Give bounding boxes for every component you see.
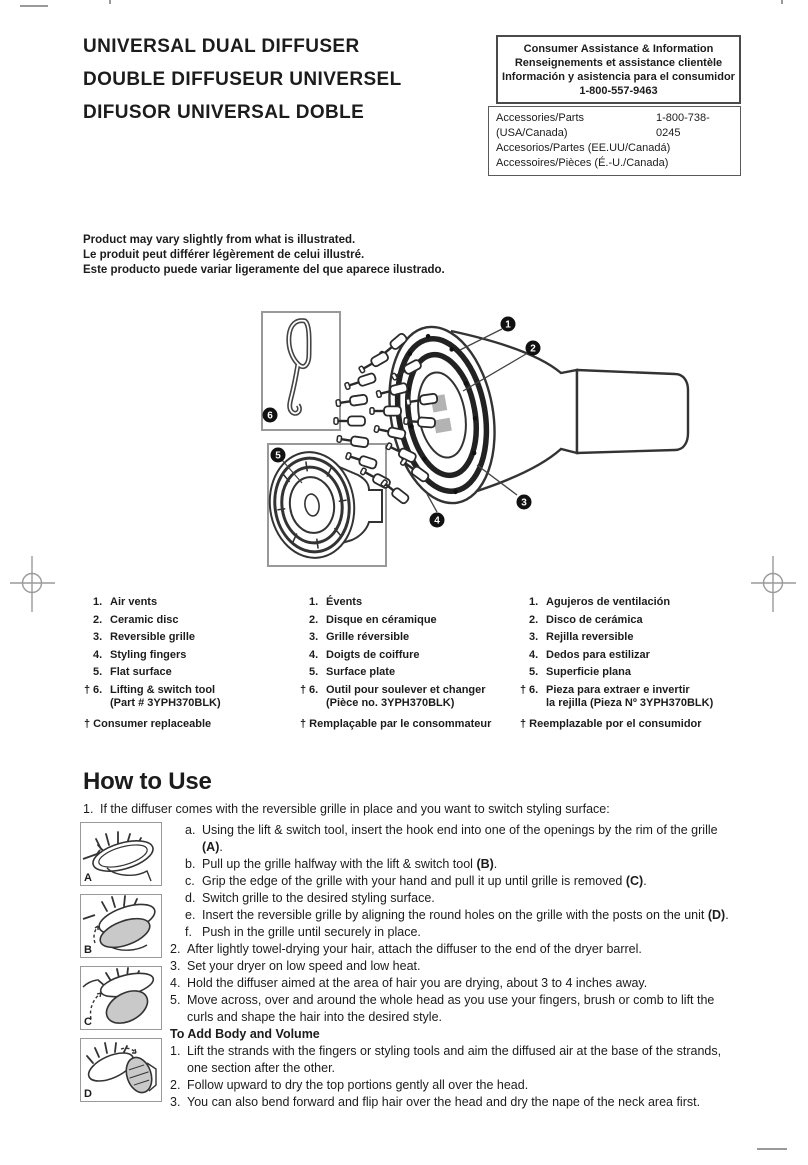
step-text: You can also bend forward and flip hair over the head and dry the nape of the neck area first.	[187, 1095, 701, 1109]
part-label: Agujeros de ventilación	[546, 596, 671, 608]
dagger-mark: †	[84, 683, 91, 696]
body-step-1	[170, 1043, 731, 1077]
part-number: 5.	[309, 666, 319, 678]
thumbnail-label-d: D	[84, 1088, 92, 1100]
product-titles	[83, 30, 402, 129]
substep-letter: b.	[185, 857, 196, 871]
parts-footnote-french: † Remplaçable par le consommateur	[300, 717, 492, 730]
part-label	[110, 684, 221, 710]
assistance-line-en: Consumer Assistance & Information	[523, 43, 714, 55]
part-number: 1.	[93, 596, 103, 608]
part-item	[300, 631, 515, 644]
main-diffuser-illustration	[334, 317, 688, 528]
body-step-2	[170, 1077, 731, 1094]
callout-5: 5	[275, 450, 281, 462]
part-item-6	[84, 684, 299, 710]
step-text: Hold the diffuser aimed at the area of hair you are drying, about 3 to 4 inches away.	[187, 976, 648, 990]
part-item	[300, 649, 515, 662]
substep-f	[170, 924, 731, 941]
assistance-phone: 1-800-557-9463	[579, 85, 658, 97]
part-number: 5.	[529, 666, 539, 678]
part-label: Disco de cerámica	[546, 613, 643, 626]
step-text: Set your dryer on low speed and low heat.	[187, 959, 421, 973]
part-number: 2.	[529, 613, 539, 626]
part-number: 6.	[93, 683, 103, 696]
parts-footnote-english: † Consumer replaceable	[84, 717, 212, 730]
part-item	[520, 596, 735, 609]
consumer-assistance-box	[496, 35, 741, 104]
part-label: Disque en céramique	[326, 613, 437, 626]
part-label: Ceramic disc	[110, 613, 179, 626]
disclaimer-en: Product may vary slightly from what is illustrated.	[83, 234, 356, 246]
parts-list-french	[300, 596, 515, 731]
product-diagram	[255, 303, 700, 575]
step-text: Follow upward to dry the top portions gently all over the head.	[187, 1078, 529, 1092]
accessories-row-1	[496, 111, 733, 141]
part-label-line1: Pieza para extraer e invertir	[546, 683, 690, 696]
part-item	[520, 649, 735, 662]
part-number: 3.	[93, 631, 103, 643]
step-number: 5.	[170, 993, 181, 1007]
part-number: 5.	[93, 666, 103, 678]
thumbnail-a	[80, 822, 162, 886]
step-3	[170, 958, 731, 975]
thumbnail-label-a: A	[84, 872, 92, 884]
part-label-line1: Outil pour soulever et changer	[326, 683, 486, 696]
dagger-mark: †	[300, 683, 307, 696]
accessories-label-en: Accessories/Parts (USA/Canada)	[496, 112, 585, 139]
step-1	[83, 801, 731, 818]
callout-3: 3	[521, 497, 527, 509]
thumbnail-b	[80, 894, 162, 958]
part-item	[84, 666, 299, 679]
substep-text: Switch grille to the desired styling surface.	[202, 891, 435, 905]
part-label: Surface plate	[326, 666, 396, 678]
crop-tick-top-1	[109, 0, 111, 4]
registration-mark-right	[749, 556, 799, 612]
part-label: Air vents	[110, 596, 158, 608]
registration-mark-left	[8, 556, 58, 612]
part-item	[520, 666, 735, 679]
part-label-line1: Lifting & switch tool	[110, 683, 216, 696]
body-step-3	[170, 1094, 731, 1111]
part-item	[84, 631, 299, 644]
callout-2: 2	[530, 343, 536, 355]
part-label-line2: la rejilla (Pieza Nº 3YPH370BLK)	[546, 696, 714, 709]
part-number: 6.	[309, 683, 319, 696]
accessories-label-es: Accesorios/Partes (EE.UU/Canadá)	[496, 142, 671, 154]
step-text: Move across, over and around the whole head as you use your fingers, brush or comb to lift the curls and shape the hair into the desired style.	[187, 993, 715, 1024]
part-label	[326, 684, 486, 710]
part-number: 2.	[93, 613, 103, 626]
part-label: Reversible grille	[110, 631, 195, 643]
part-number: 6.	[529, 683, 539, 696]
parts-footnote-spanish: † Reemplazable por el consumidor	[520, 717, 702, 730]
part-number: 3.	[309, 631, 319, 643]
step-thumbnails	[80, 822, 164, 1111]
substep-e	[170, 907, 731, 924]
crop-tick-top-2	[781, 0, 783, 4]
substep-text: Using the lift & switch tool, insert the hook end into one of the openings by the rim of the grille (A).	[202, 823, 718, 854]
part-label: Styling fingers	[110, 648, 187, 661]
thumbnail-c	[80, 966, 162, 1030]
thumbnail-label-c: C	[84, 1016, 92, 1028]
substep-b	[170, 856, 731, 873]
instruction-text	[170, 822, 731, 1111]
assistance-line-es: Información y asistencia para el consumidor	[502, 71, 735, 83]
substep-c	[170, 873, 731, 890]
part-label	[546, 684, 713, 710]
step-text: After lightly towel-drying your hair, attach the diffuser to the end of the dryer barrel.	[187, 942, 642, 956]
callout-1: 1	[505, 319, 511, 331]
part-label: Superficie plana	[546, 666, 631, 678]
substep-a	[170, 822, 731, 856]
substep-letter: e.	[185, 908, 196, 922]
step-number: 2.	[170, 942, 181, 956]
part-number: 1.	[309, 596, 319, 608]
part-label: Doigts de coiffure	[326, 648, 420, 661]
step-number: 1.	[83, 802, 94, 816]
part-item	[84, 596, 299, 609]
substep-text: Push in the grille until securely in place.	[202, 925, 421, 939]
title-french: DOUBLE DIFFUSEUR UNIVERSEL	[83, 69, 402, 90]
accessories-label-fr: Accessoires/Pièces (É.-U./Canada)	[496, 157, 669, 169]
part-label-line2: (Part # 3YPH370BLK)	[110, 696, 221, 709]
part-item	[520, 614, 735, 627]
part-number: 4.	[309, 648, 319, 661]
part-number: 1.	[529, 596, 539, 608]
callout-6: 6	[267, 410, 273, 422]
add-body-volume-subheading: To Add Body and Volume	[170, 1027, 320, 1041]
part-item	[84, 614, 299, 627]
title-spanish: DIFUSOR UNIVERSAL DOBLE	[83, 102, 365, 123]
step-text: If the diffuser comes with the reversible grille in place and you want to switch styling surface:	[100, 802, 610, 816]
step-number: 3.	[170, 959, 181, 973]
part-label: Flat surface	[110, 666, 172, 678]
part-label: Rejilla reversible	[546, 631, 634, 643]
part-item-6	[520, 684, 735, 710]
step-2	[170, 941, 731, 958]
how-to-use-heading: How to Use	[83, 768, 212, 795]
parts-list-english	[84, 596, 299, 731]
part-number: 2.	[309, 613, 319, 626]
thumbnail-label-b: B	[84, 944, 92, 956]
step-number: 3.	[170, 1095, 181, 1109]
part-item	[300, 614, 515, 627]
assistance-line-fr: Renseignements et assistance clientèle	[514, 57, 723, 69]
part-number: 3.	[529, 631, 539, 643]
substep-text: Grip the edge of the grille with your hand and pull it up until grille is removed (C).	[202, 874, 647, 888]
how-to-use-section	[83, 768, 731, 1111]
step-number: 1.	[170, 1044, 181, 1058]
part-item	[520, 631, 735, 644]
callout-4: 4	[434, 515, 440, 527]
substep-letter: d.	[185, 891, 196, 905]
product-disclaimer	[83, 233, 445, 278]
part-item	[300, 596, 515, 609]
parts-list-spanish	[520, 596, 735, 731]
step-5	[170, 992, 731, 1026]
substep-text: Pull up the grille halfway with the lift & switch tool (B).	[202, 857, 498, 871]
part-number: 4.	[529, 648, 539, 661]
step-text: Lift the strands with the fingers or styling tools and aim the diffused air at the base of the strands, one section after the other.	[187, 1044, 722, 1075]
part-item	[300, 666, 515, 679]
crop-mark-top-left	[20, 5, 48, 7]
substep-letter: a.	[185, 823, 196, 837]
part-label: Grille réversible	[326, 631, 410, 643]
title-english: UNIVERSAL DUAL DIFFUSER	[83, 36, 360, 57]
disclaimer-fr: Le produit peut différer légèrement de celui illustré.	[83, 249, 365, 261]
substep-d	[170, 890, 731, 907]
disclaimer-es: Este producto puede variar ligeramente del que aparece ilustrado.	[83, 264, 445, 276]
crop-mark-bottom-right	[757, 1148, 787, 1150]
step-number: 4.	[170, 976, 181, 990]
substep-letter: f.	[185, 925, 192, 939]
step-number: 2.	[170, 1078, 181, 1092]
accessories-phone: 1-800-738-0245	[655, 112, 710, 139]
substep-letter: c.	[185, 874, 195, 888]
accessories-parts-box	[488, 106, 741, 176]
part-label: Évents	[326, 596, 363, 608]
part-item-6	[300, 684, 515, 710]
part-label: Dedos para estilizar	[546, 648, 650, 661]
dagger-mark: †	[520, 683, 527, 696]
thumbnail-d	[80, 1038, 162, 1102]
lift-switch-tool-inset	[262, 312, 340, 430]
substep-text: Insert the reversible grille by aligning the round holes on the grille with the posts on the unit (D).	[202, 908, 729, 922]
step-4	[170, 975, 731, 992]
part-number: 4.	[93, 648, 103, 661]
part-label-line2: (Pièce no. 3YPH370BLK)	[326, 696, 455, 709]
part-item	[84, 649, 299, 662]
